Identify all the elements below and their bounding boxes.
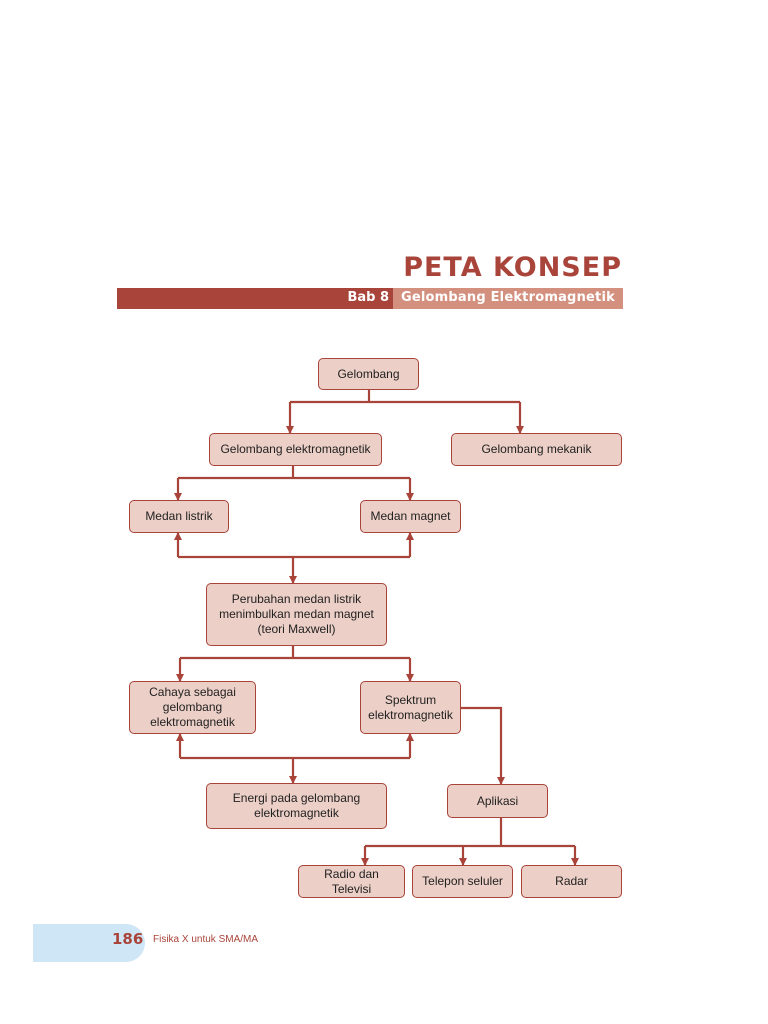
chapter-subject: Gelombang Elektromagnetik <box>401 290 615 305</box>
arrow-to-aplikasi <box>460 708 501 784</box>
node-radar: Radar <box>521 865 622 898</box>
node-gelombang-mekanik: Gelombang mekanik <box>451 433 622 466</box>
node-aplikasi: Aplikasi <box>447 784 548 818</box>
connector-em-branches <box>178 466 410 478</box>
connector-gelombang-branches <box>290 390 520 402</box>
node-medan-magnet: Medan magnet <box>360 500 461 533</box>
page-title: PETA KONSEP <box>403 252 622 283</box>
node-energi: Energi pada gelombang elektromagnetik <box>206 783 387 829</box>
node-medan-listrik: Medan listrik <box>129 500 229 533</box>
node-spektrum: Spektrum elektromagnetik <box>360 681 461 734</box>
chapter-label: Bab 8 <box>347 290 389 305</box>
book-title: Fisika X untuk SMA/MA <box>153 934 259 945</box>
page-number: 186 <box>112 930 144 948</box>
connector-maxwell-branches <box>180 646 410 658</box>
node-cahaya: Cahaya sebagai gelombang elektromagnetik <box>129 681 256 734</box>
node-gelombang-elektromagnetik: Gelombang elektromagnetik <box>209 433 382 466</box>
node-teori-maxwell: Perubahan medan listrik menimbulkan medan magnet (teori Maxwell) <box>206 583 387 646</box>
node-radio-televisi: Radio dan Televisi <box>298 865 405 898</box>
connector-aplikasi-branches <box>365 818 575 846</box>
node-telepon-seluler: Telepon seluler <box>412 865 513 898</box>
node-gelombang: Gelombang <box>318 358 419 390</box>
